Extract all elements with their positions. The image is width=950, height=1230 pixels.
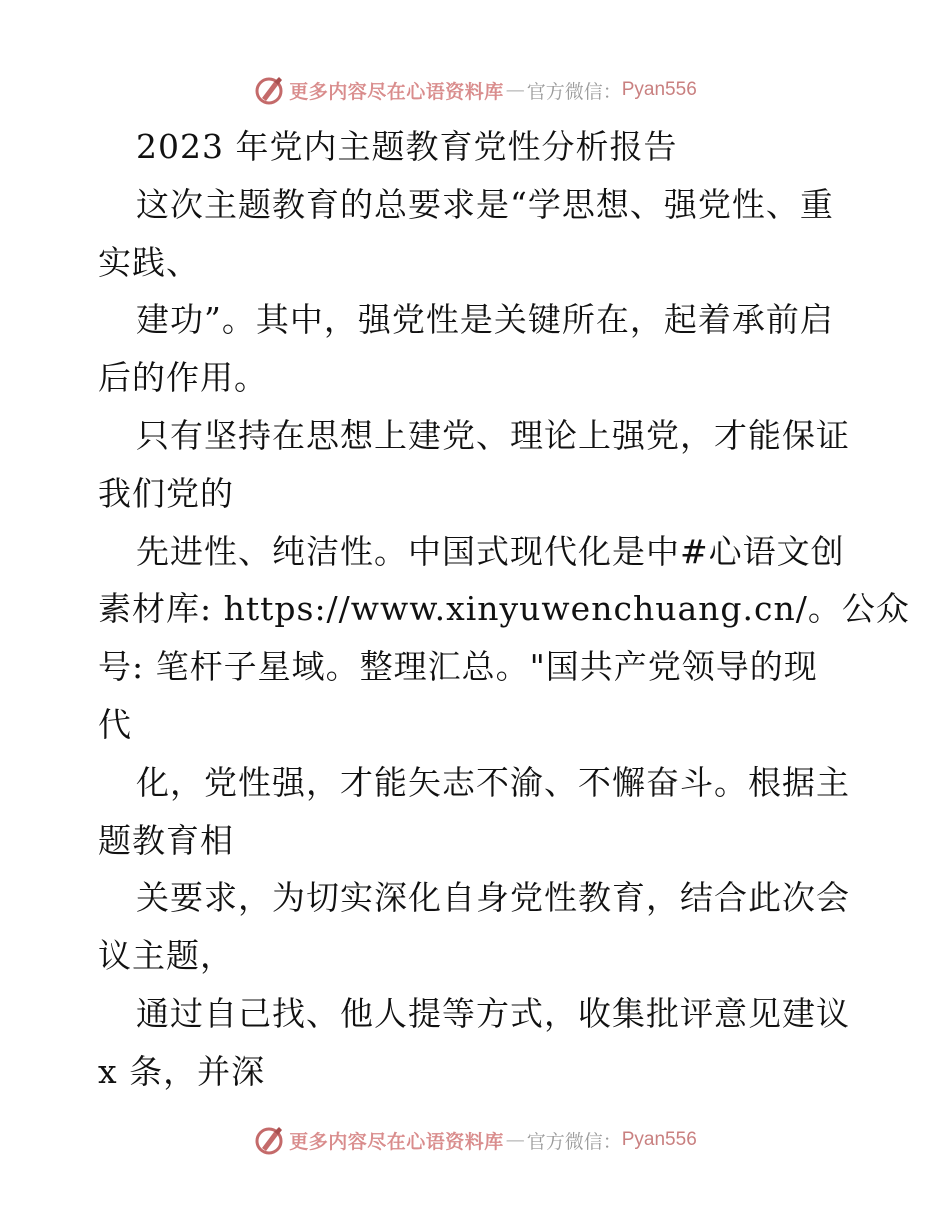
document-line: 化，党性强，才能矢志不渝、不懈奋斗。根据主 <box>136 762 850 802</box>
watermark-wechat-id: Pyan556 <box>621 79 697 100</box>
document-line: 我们党的 <box>98 473 234 513</box>
watermark-wechat-label: 官方微信： <box>526 80 622 103</box>
document-line: 先进性、纯洁性。中国式现代化是中#心语文创 <box>136 531 845 571</box>
document-line: 题教育相 <box>98 820 234 860</box>
document-line: 议主题， <box>98 936 234 976</box>
document-line: 关要求，为切实深化自身党性教育，结合此次会 <box>136 878 850 918</box>
document-line: 号: 笔杆子星域。整理汇总。"国共产党领导的现 <box>98 647 818 687</box>
document-line: 建功”。其中，强党性是关键所在，起着承前启 <box>136 300 834 340</box>
document-line: 实践、 <box>98 242 200 282</box>
pen-logo-icon <box>253 1124 285 1156</box>
pen-logo-icon <box>253 74 285 106</box>
document-line: 素材库: https://www.xinyuwenchuang.cn/。公众 <box>98 589 910 629</box>
header-watermark <box>0 70 950 110</box>
watermark-wechat-label: 官方微信： <box>526 1130 622 1153</box>
document-line: 只有坚持在思想上建党、理论上强党，才能保证 <box>136 415 850 455</box>
watermark-text: 更多内容尽在心语资料库 <box>289 1130 504 1153</box>
document-line: 后的作用。 <box>98 358 268 398</box>
document-line: x 条，并深 <box>98 1051 266 1091</box>
watermark-wechat-id: Pyan556 <box>621 1129 697 1150</box>
document-paragraphs <box>98 176 910 1101</box>
watermark-dash: — <box>505 79 525 101</box>
document-line: 这次主题教育的总要求是“学思想、强党性、重 <box>136 184 834 224</box>
document-title: 2023 年党内主题教育党性分析报告 <box>136 127 678 166</box>
watermark-dash: — <box>505 1129 525 1151</box>
watermark-text: 更多内容尽在心语资料库 <box>289 80 504 103</box>
document-line: 代 <box>98 704 132 744</box>
footer-watermark <box>0 1120 950 1160</box>
document-line: 通过自己找、他人提等方式，收集批评意见建议 <box>136 993 850 1033</box>
document-body <box>98 118 910 1101</box>
